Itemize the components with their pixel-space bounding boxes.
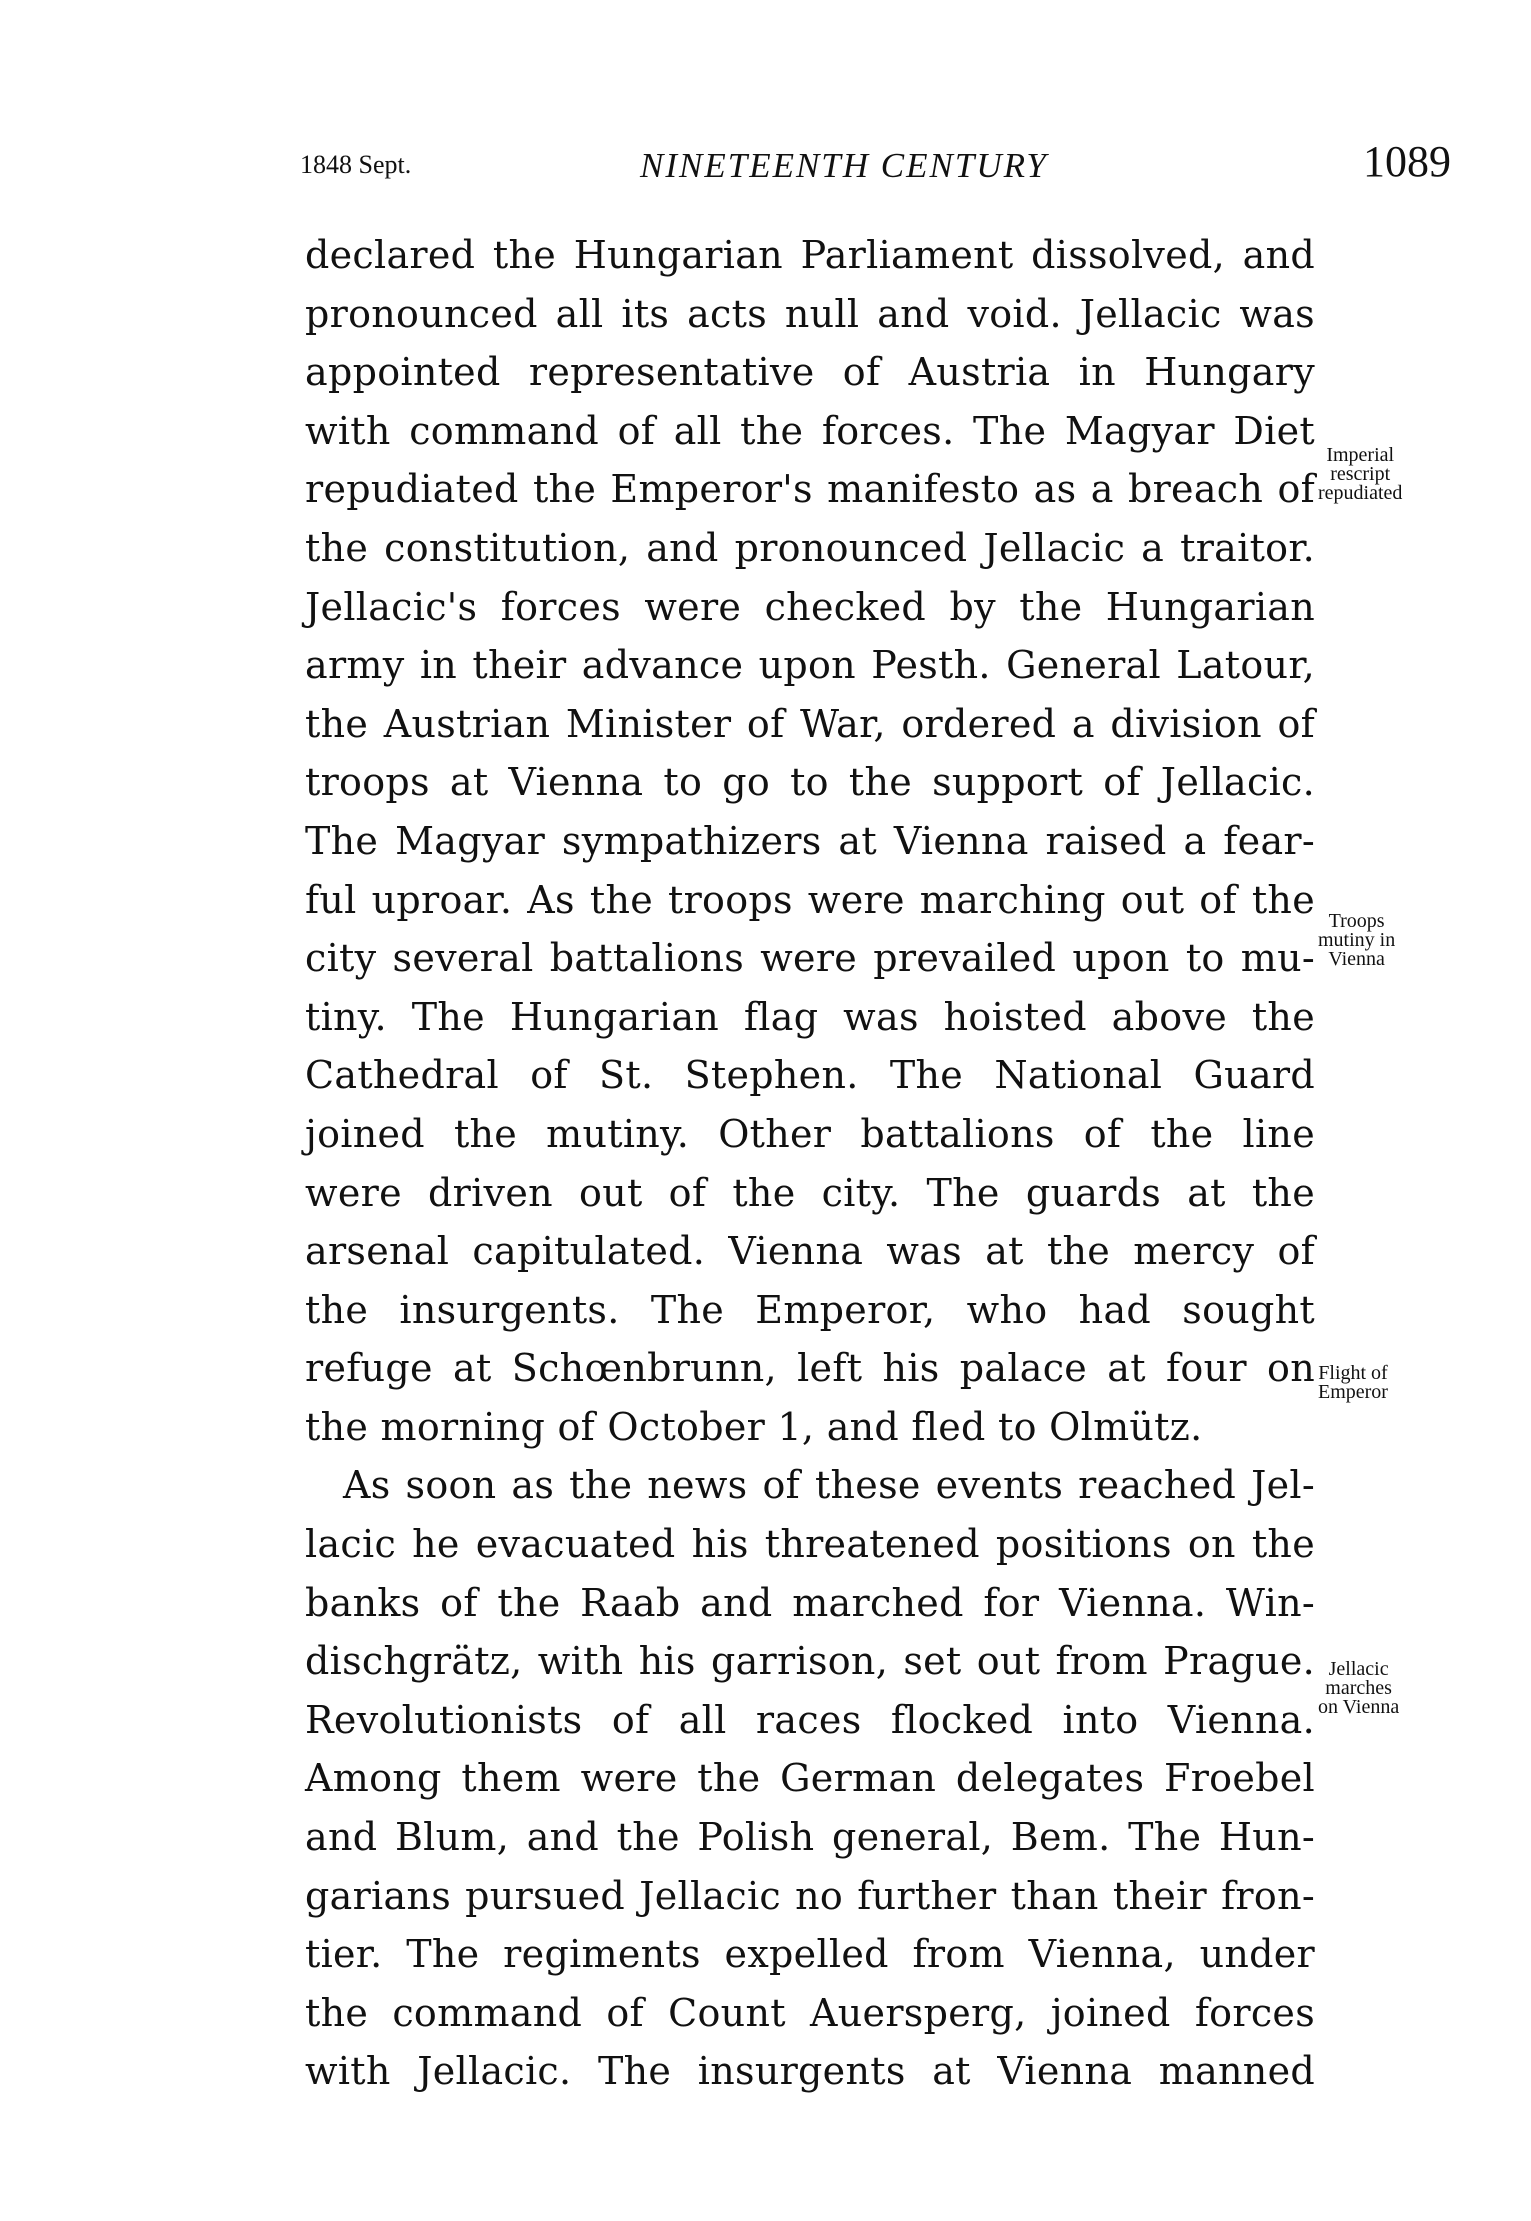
text-line: appointed representative of Austria in Hungary <box>305 350 1315 395</box>
margin-note-line: Imperial <box>1326 444 1395 466</box>
text-line: the constitution, and pronounced Jellacic a traitor. <box>305 525 1315 570</box>
margin-note-line: marches <box>1325 1677 1392 1699</box>
text-line: arsenal capitulated. Vienna was at the mercy of <box>305 1229 1315 1274</box>
text-line: pronounced all its acts null and void. Jellacic was <box>305 291 1315 336</box>
text-line: with command of all the forces. The Magyar Diet <box>305 408 1315 453</box>
page-header <box>0 0 1531 220</box>
margin-note-line: on Vienna <box>1318 1696 1400 1718</box>
body-text <box>305 226 1315 2101</box>
text-line: the command of Count Auersperg, joined forces <box>305 1990 1315 2035</box>
margin-note-line: repudiated <box>1318 482 1403 504</box>
margin-note <box>1318 912 1395 969</box>
text-line: refuge at Schœnbrunn, left his palace at four on <box>305 1346 1315 1391</box>
text-line: The Magyar sympathizers at Vienna raised a fear- <box>305 818 1315 863</box>
text-line: declared the Hungarian Parliament dissolved, and <box>305 233 1315 277</box>
margin-note-line: Troops <box>1328 910 1385 932</box>
margin-note <box>1318 1364 1388 1402</box>
text-line: lacic he evacuated his threatened positions on the <box>305 1522 1315 1567</box>
header-date: 1848 Sept. <box>300 150 412 179</box>
running-title: NINETEENTH CENTURY <box>640 146 1048 185</box>
margin-note-line: Emperor <box>1318 1381 1388 1403</box>
margin-note-line: rescript <box>1330 463 1391 485</box>
margin-note-line: Jellacic <box>1328 1658 1389 1680</box>
margin-note <box>1318 446 1402 503</box>
text-line: Revolutionists of all races flocked into Vienna. <box>305 1697 1315 1742</box>
text-line: were driven out of the city. The guards at the <box>305 1170 1315 1215</box>
text-line: dischgrätz, with his garrison, set out from Prague. <box>305 1639 1315 1684</box>
text-line: army in their advance upon Pesth. General Latour, <box>305 643 1315 688</box>
margin-note-line: Vienna <box>1328 948 1385 970</box>
text-line: the morning of October 1, and fled to Olmütz. <box>305 1404 1203 1449</box>
text-line: garians pursued Jellacic no further than their fron- <box>305 1873 1315 1918</box>
text-line: with Jellacic. The insurgents at Vienna manned <box>305 2049 1315 2094</box>
text-line: ful uproar. As the troops were marching out of the <box>305 877 1315 922</box>
text-line: banks of the Raab and marched for Vienna. Win- <box>305 1580 1315 1625</box>
text-line: troops at Vienna to go to the support of Jellacic. <box>305 760 1315 805</box>
text-line: repudiated the Emperor's manifesto as a breach of <box>305 467 1315 512</box>
text-line: joined the mutiny. Other battalions of the line <box>305 1111 1315 1156</box>
text-line: city several battalions were prevailed upon to mu- <box>305 936 1315 981</box>
text-line: the insurgents. The Emperor, who had sought <box>305 1287 1315 1332</box>
margin-note-line: mutiny in <box>1318 929 1396 951</box>
text-line: and Blum, and the Polish general, Bem. The Hun- <box>305 1815 1315 1860</box>
text-line: As soon as the news of these events reached Jel- <box>343 1463 1315 1508</box>
page-number: 1089 <box>1363 137 1451 186</box>
text-line: Among them were the German delegates Froebel <box>305 1756 1315 1801</box>
text-line: tier. The regiments expelled from Vienna, under <box>305 1932 1315 1977</box>
margin-note-line: Flight of <box>1318 1362 1388 1384</box>
text-line: tiny. The Hungarian flag was hoisted above the <box>305 994 1315 1039</box>
margin-note <box>1318 1660 1399 1717</box>
text-line: Jellacic's forces were checked by the Hungarian <box>305 584 1315 629</box>
text-line: Cathedral of St. Stephen. The National Guard <box>305 1053 1315 1098</box>
text-line: the Austrian Minister of War, ordered a division of <box>305 701 1315 746</box>
